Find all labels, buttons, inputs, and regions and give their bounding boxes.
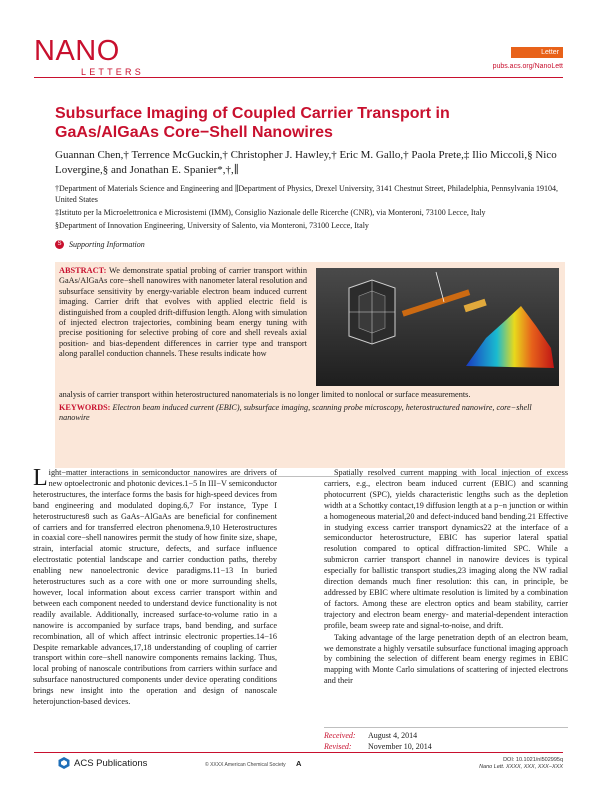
abstract-body: We demonstrate spatial probing of carrier transport within GaAs/AlGaAs core−shell nanowires with nanometer lateral resolution and subsurface sensitivity by energy-variable electron beam induced current imaging. Carrier drift that evolves with applied electric field is distinguished from a coupled drift-diffusion length. Along with simulation of injected electron trajectories, combining beam energy tuning with precise positioning for selective probing of core and shell reveals axial position- and bias-dependent differences in carrier type and transport along parallel conduction channels. These results indicate how — [59, 266, 307, 359]
publisher-logo — [57, 756, 147, 770]
article-type-tag: Letter — [511, 47, 563, 58]
abstract-tail: analysis of carrier transport within heterostructured nanomaterials is no longer limited to nonlocal or surface measurements. — [59, 390, 471, 399]
dates-divider — [324, 727, 568, 728]
abstract-box — [55, 262, 565, 468]
footer-divider — [34, 752, 563, 753]
body-paragraph: Taking advantage of the large penetration depth of an electron beam, we demonstrate a highly versatile subsurface functional imaging approach by combining the selection of different beam energy regimes in EBIC mapping with Monte Carlo simulations of scattering of injected electrons and their — [324, 632, 568, 686]
body-paragraph: Spatially resolved current mapping with local injection of excess carriers, e.g., electron beam induced current (EBIC) and scanning photocurrent (SPC), yields characteristic lengths such as the depletion width at a Schottky contact,19 diffusion length at a p−n junction or within a homogeneous material,20 and defect-induced band bending.21 Effective in studying excess carrier transport dynamics22 at the interface of a semiconductor heterostructure, EBIC has superior lateral spatial resolution compared to optical diffraction-limited SPC. While a submicron carrier transport channel in nanowire devices is typical especially for ballistic transport studies,23 imaging along the NW radial direction demands much finer resolution: this can, in principle, be addressed by EBIC where ultimate resolution is limited by a combination of factors. Among these are electron optics and beam stability, carrier trajectory and electron beam energy- and material-dependent interaction profile, beam sweep rate and signal-to-noise, and drift. — [324, 468, 568, 630]
keywords — [59, 403, 559, 424]
received-label: Received: — [324, 731, 356, 740]
citation: Nano Lett. XXXX, XXX, XXX−XXX — [479, 764, 563, 770]
doi-block — [479, 757, 563, 771]
affiliation: ‡Istituto per la Microelettronica e Microsistemi (IMM), Consiglio Nazionale delle Ricerche (CNR), via Monteroni, 73100 Lecce, Italy — [55, 208, 486, 217]
toc-graphic — [316, 268, 559, 386]
publication-dates — [324, 730, 432, 752]
body-paragraph-text: ight−matter interactions in semiconductor nanowires are drivers of new optoelectronic and photonic devices.1−5 In III−V semiconductor heterostructures, the interface forms the basis for high-speed devices from band engineering and modulated doping.6,7 For instance, Type I heterostructures8 such as GaAs−AlGaAs are beneficial for confinement of carriers and for transferred electron phenomena.9,10 Heterostructures in coaxial core−shell nanowires permit the study of how finite size, shape, strain, interfacial atomic structure, defects, and surface influence electrostatic potential landscape and carrier conduction paths, thereby enabling new nanoelectronic device paradigms.11−13 In buried heterostructures such as a core with one or more surrounding shells, however, local information about excess carrier transport within and between each component needed to understand device functionality is not readily available. Additionally, increased surface-to-volume ratio in a nanowire is accompanied by surface traps, band bending, and surface recombination, all of which affect intrinsic electronic properties.14−16 Despite remarkable advances,17,18 understanding of coupling of carrier transport within core−shell nanowire components remains lacking. Thus, local probing of nanoscale contributions from carriers within surface and subsurface nanostructured components under device operating conditions brings new insight into the operation and design of nanoscale heterojunction-based devices. — [33, 468, 277, 707]
revised-date-row — [324, 741, 432, 752]
keywords-text: Electron beam induced current (EBIC), subsurface imaging, scanning probe microscopy, heterostructured nanowire, core−shell nanowire — [59, 403, 532, 423]
body-paragraph — [33, 465, 277, 708]
abstract-label: ABSTRACT: — [59, 266, 107, 275]
supporting-info-label: Supporting Information — [69, 240, 145, 249]
affiliation: †Department of Materials Science and Engineering and ∥Department of Physics, Drexel University, 3141 Chestnut Street, Philadelphia, Pennsylvania 19104, United States — [55, 184, 559, 204]
journal-logo-main: NANO — [34, 35, 120, 67]
copyright: © XXXX American Chemical Society — [205, 762, 286, 768]
abstract-text — [59, 266, 307, 360]
revised-date: November 10, 2014 — [368, 742, 432, 751]
received-date-row — [324, 730, 432, 741]
drop-cap: L — [33, 465, 48, 491]
doi[interactable]: DOI: 10.1021/nl502995q — [503, 757, 563, 763]
author-list: Guannan Chen,† Terrence McGuckin,† Christopher J. Hawley,† Eric M. Gallo,† Paola Prete,‡ Ilio Miccoli,§ Nico Lovergine,§ and Jonathan E. Spanier*,†,∥ — [55, 149, 557, 176]
article-title: Subsurface Imaging of Coupled Carrier Transport in GaAs/AlGaAs Core−Shell Nanowires — [55, 105, 450, 141]
body-left-column — [33, 465, 277, 709]
supporting-info-icon: S — [55, 240, 64, 249]
journal-logo — [34, 36, 154, 82]
keywords-label: KEYWORDS: — [59, 403, 111, 412]
acs-hexagon-icon — [57, 756, 71, 770]
received-date: August 4, 2014 — [368, 731, 418, 740]
journal-url[interactable]: pubs.acs.org/NanoLett — [492, 63, 563, 70]
page-number: A — [296, 759, 302, 768]
journal-logo-sub: LETTERS — [81, 67, 144, 77]
revised-label: Revised: — [324, 742, 352, 751]
publisher-name: ACS Publications — [74, 757, 148, 769]
header-divider — [34, 77, 563, 78]
supporting-info-link[interactable] — [55, 240, 145, 249]
affiliation: §Department of Innovation Engineering, University of Salento, via Monteroni, 73100 Lecce, Italy — [55, 221, 369, 230]
body-right-column — [324, 468, 568, 688]
